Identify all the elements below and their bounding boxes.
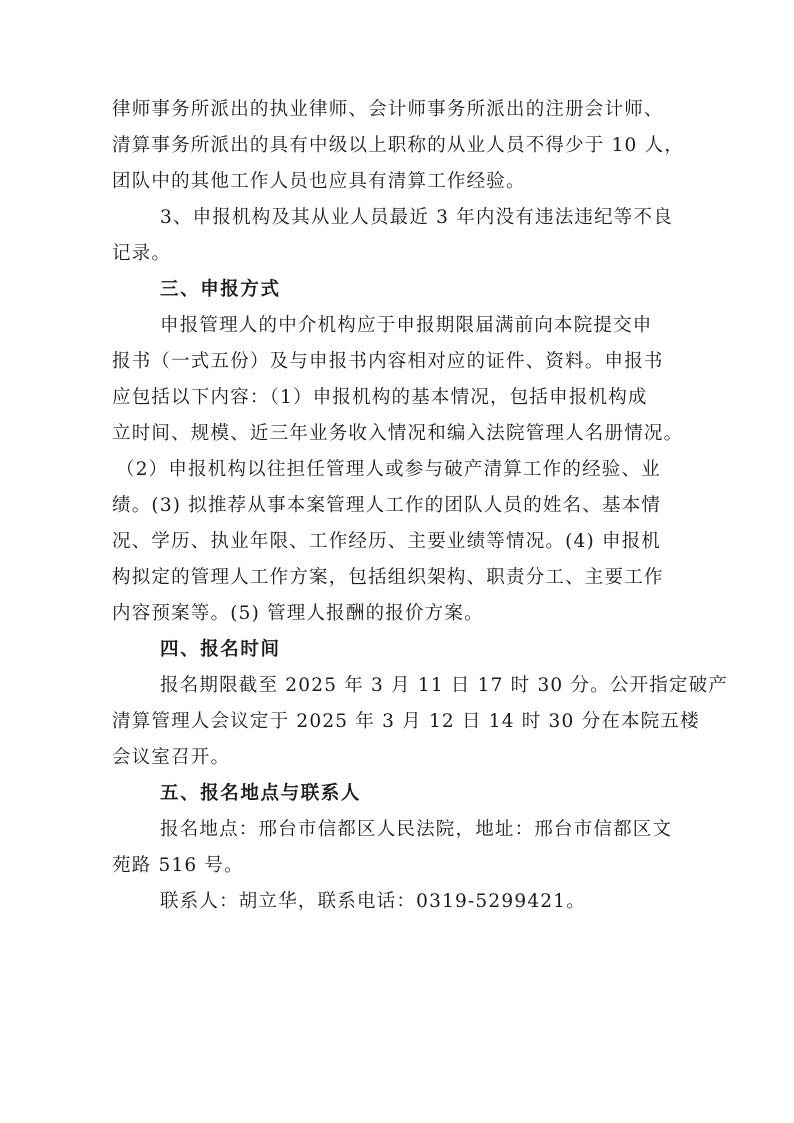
body-text-line: 构拟定的管理人工作方案，包括组织架构、职责分工、主要工作 — [112, 567, 664, 588]
section-heading-application-method: 三、申报方式 — [160, 279, 281, 300]
section-heading-registration-place-contact: 五、报名地点与联系人 — [160, 783, 362, 804]
body-text-line: 况、学历、执业年限、工作经历、主要业绩等情况。(4) 申报机 — [112, 531, 662, 552]
contact-line: 联系人：胡立华，联系电话：0319-5299421。 — [160, 891, 586, 912]
body-text-line: 申报管理人的中介机构应于申报期限届满前向本院提交申 — [160, 315, 653, 336]
body-text-line: 报名期限截至 2025 年 3 月 11 日 17 时 30 分。公开指定破产 — [160, 675, 729, 696]
document-page — [112, 92, 729, 920]
body-text-line: 内容预案等。(5) 管理人报酬的报价方案。 — [112, 603, 484, 624]
body-text-line: 团队中的其他工作人员也应具有清算工作经验。 — [112, 171, 526, 192]
body-text-line: 清算管理人会议定于 2025 年 3 月 12 日 14 时 30 分在本院五楼 — [112, 711, 700, 732]
body-text-line: 清算事务所派出的具有中级以上职称的从业人员不得少于 10 人， — [112, 135, 685, 156]
body-text-line: 报名地点：邢台市信都区人民法院，地址：邢台市信都区文 — [160, 819, 673, 840]
body-text-line: （2）申报机构以往担任管理人或参与破产清算工作的经验、业 — [116, 459, 661, 480]
body-text-line: 苑路 516 号。 — [112, 855, 244, 876]
body-text-line: 立时间、规模、近三年业务收入情况和编入法院管理人名册情况。 — [112, 423, 684, 444]
body-text-line: 记录。 — [112, 243, 172, 264]
body-text-line: 绩。(3) 拟推荐从事本案管理人工作的团队人员的姓名、基本情 — [112, 495, 662, 516]
section-heading-registration-time: 四、报名时间 — [160, 639, 281, 660]
requirement-item-3: 3、申报机构及其从业人员最近 3 年内没有违法违纪等不良 — [160, 207, 673, 228]
body-text-line: 报书（一式五份）及与申报书内容相对应的证件、资料。申报书 — [112, 351, 664, 372]
body-text-line: 会议室召开。 — [112, 747, 231, 768]
body-text-line: 律师事务所派出的执业律师、会计师事务所派出的注册会计师、 — [112, 99, 664, 120]
body-text-line: 应包括以下内容：（1）申报机构的基本情况，包括申报机构成 — [112, 387, 648, 408]
